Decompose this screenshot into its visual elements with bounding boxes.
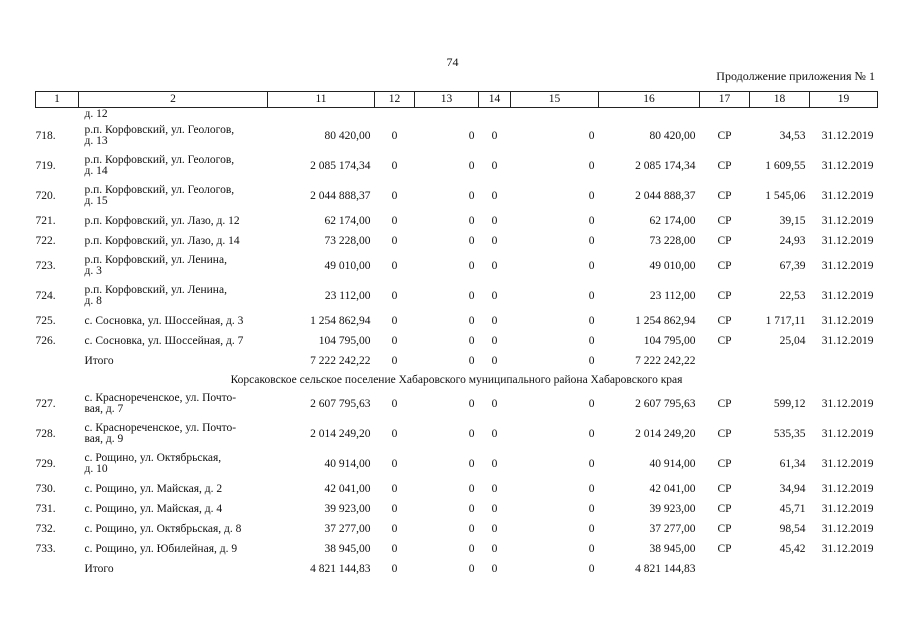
cell-col-12: 0 [391,334,398,347]
row-address [79,449,268,479]
cell-col-12: 0 [391,129,398,142]
cell-col-17: СР [717,159,732,172]
col-header-17: 17 [700,92,750,108]
total-empty [36,559,79,579]
cell-col-13: 0 [468,129,475,142]
row-address [79,121,268,151]
cell-col-12: 0 [391,189,398,202]
cell-col-13: 0 [468,159,475,172]
table-row [36,311,878,331]
row-address [79,281,268,311]
cell-col-18: 22,53 [779,289,806,302]
cell-col-17: СР [717,397,732,410]
cell-col-14: 0 [491,159,498,172]
col-header-14: 14 [479,92,511,108]
row-address [79,389,268,419]
row-address [79,151,268,181]
cell-col-12: 0 [391,397,398,410]
address-line-1: с. Сосновка, ул. Шоссейная, д. 7 [84,334,244,347]
cell-col-14: 0 [491,397,498,410]
cell-col-19: 31.12.2019 [821,314,874,327]
cell-col-19: 31.12.2019 [821,482,874,495]
address-line-1: с. Краснореченское, ул. Почто- [84,392,237,404]
col-header-1: 1 [36,92,79,108]
table-row [36,519,878,539]
cell-col-14: 0 [491,457,498,470]
cell-col-16: 104 795,00 [643,334,696,347]
address-line-1: с. Рощино, ул. Майская, д. 4 [84,502,223,515]
cell-col-11: 1 254 862,94 [310,314,371,327]
address-line-1: р.п. Корфовский, ул. Ленина, [84,254,227,266]
address-line-2: д. 10 [84,463,108,475]
cell-col-16: 40 914,00 [649,457,696,470]
cell-col-14: 0 [491,189,498,202]
row-address [79,419,268,449]
cell-col-17: СР [717,129,732,142]
cell-col-11: 104 795,00 [318,334,371,347]
cell-col-13: 0 [468,189,475,202]
cell-col-11: 73 228,00 [324,234,371,247]
cell-col-13: 0 [468,334,475,347]
cell-col-12: 0 [391,427,398,440]
cell-col-18: 39,15 [779,214,806,227]
table-row [36,499,878,519]
row-address [79,539,268,559]
row-address [79,519,268,539]
cell-col-18: 34,94 [779,482,806,495]
total-col-16: 7 222 242,22 [635,354,696,367]
total-empty [36,351,79,371]
cell-col-12: 0 [391,482,398,495]
table-row [36,121,878,151]
cell-col-12: 0 [391,542,398,555]
cell-col-19: 31.12.2019 [821,457,874,470]
cell-col-12: 0 [391,502,398,515]
cell-col-11: 39 923,00 [324,502,371,515]
cell-col-16: 2 085 174,34 [635,159,696,172]
cell-col-13: 0 [468,522,475,535]
col-header-19: 19 [810,92,878,108]
row-address [79,479,268,499]
cell-col-15: 0 [588,522,595,535]
col-header-2: 2 [79,92,268,108]
cell-col-14: 0 [491,234,498,247]
cell-col-15: 0 [588,542,595,555]
cell-col-15: 0 [588,159,595,172]
total-col-14: 0 [491,354,498,367]
cell-col-16: 1 254 862,94 [635,314,696,327]
address-line-2: вая, д. 9 [84,433,124,445]
cell-col-17: СР [717,214,732,227]
address-line-1: р.п. Корфовский, ул. Геологов, [84,154,235,166]
col-header-18: 18 [750,92,810,108]
cell-col-17: СР [717,522,732,535]
cell-col-11: 49 010,00 [324,259,371,272]
section-row [36,371,878,389]
col-header-15: 15 [511,92,599,108]
cell-col-13: 0 [468,314,475,327]
cell-col-12: 0 [391,289,398,302]
row-number: 730. [35,482,56,495]
cell-col-14: 0 [491,314,498,327]
table-row [36,389,878,419]
cell-col-14: 0 [491,522,498,535]
cell-col-17: СР [717,457,732,470]
cell-col-11: 2 085 174,34 [310,159,371,172]
cell-col-19: 31.12.2019 [821,334,874,347]
address-line-1: с. Рощино, ул. Юбилейная, д. 9 [84,542,238,555]
cell-col-12: 0 [391,234,398,247]
col-header-13: 13 [415,92,479,108]
cell-col-18: 24,93 [779,234,806,247]
cell-col-19: 31.12.2019 [821,522,874,535]
row-address [79,499,268,519]
total-row [36,559,878,579]
row-number: 729. [35,457,56,470]
row-number: 719. [35,159,56,172]
cell-col-18: 1 717,11 [765,314,806,327]
total-col-11: 4 821 144,83 [310,562,371,575]
cell-col-19: 31.12.2019 [821,189,874,202]
cell-col-17: СР [717,289,732,302]
cell-col-14: 0 [491,129,498,142]
cell-col-15: 0 [588,214,595,227]
cell-col-11: 2 014 249,20 [310,427,371,440]
cell-col-13: 0 [468,482,475,495]
cell-col-17: СР [717,234,732,247]
cell-col-19: 31.12.2019 [821,234,874,247]
cell-col-13: 0 [468,427,475,440]
cell-col-16: 42 041,00 [649,482,696,495]
total-col-13: 0 [468,354,475,367]
cell-col-16: 73 228,00 [649,234,696,247]
row-address [79,231,268,251]
cell-col-14: 0 [491,427,498,440]
cell-col-19: 31.12.2019 [821,159,874,172]
cell-col-17: СР [717,482,732,495]
cell-col-11: 37 277,00 [324,522,371,535]
row-address [79,181,268,211]
table-row [36,251,878,281]
cell-col-16: 49 010,00 [649,259,696,272]
total-col-16: 4 821 144,83 [635,562,696,575]
cell-col-13: 0 [468,259,475,272]
address-line-1: с. Краснореченское, ул. Почто- [84,422,237,434]
cell-col-18: 45,42 [779,542,806,555]
row-number: 720. [35,189,56,202]
address-line-1: р.п. Корфовский, ул. Геологов, [84,184,235,196]
cell-col-16: 2 607 795,63 [635,397,696,410]
header-row [36,92,878,108]
total-col-15: 0 [588,562,595,575]
address-line-2: вая, д. 7 [84,403,124,415]
cell-col-17: СР [717,427,732,440]
address-line-1: р.п. Корфовский, ул. Лазо, д. 14 [84,234,240,247]
cell-col-19: 31.12.2019 [821,289,874,302]
cell-col-15: 0 [588,334,595,347]
cell-col-19: 31.12.2019 [821,129,874,142]
table-row [36,211,878,231]
cell-col-13: 0 [468,214,475,227]
table-row [36,181,878,211]
row-number: 725. [35,314,56,327]
address-line-1: с. Сосновка, ул. Шоссейная, д. 3 [84,314,244,327]
cell-col-11: 2 044 888,37 [310,189,371,202]
total-col-15: 0 [588,354,595,367]
cell-col-14: 0 [491,502,498,515]
cell-col-15: 0 [588,457,595,470]
cell-col-18: 98,54 [779,522,806,535]
address-line-2: д. 14 [84,165,108,177]
cell-col-17: СР [717,189,732,202]
cell-col-15: 0 [588,129,595,142]
cell-col-19: 31.12.2019 [821,542,874,555]
cell-col-15: 0 [588,189,595,202]
table-row [36,281,878,311]
cell-col-11: 40 914,00 [324,457,371,470]
table-row [36,419,878,449]
cell-col-19: 31.12.2019 [821,214,874,227]
cell-col-19: 31.12.2019 [821,397,874,410]
cell-col-14: 0 [491,259,498,272]
cell-col-19: 31.12.2019 [821,259,874,272]
row-number: 732. [35,522,56,535]
total-col-14: 0 [491,562,498,575]
cell-col-14: 0 [491,289,498,302]
address-line-2: д. 13 [84,135,108,147]
cell-col-13: 0 [468,289,475,302]
row-number: 731. [35,502,56,515]
cell-col-11: 62 174,00 [324,214,371,227]
cell-col-13: 0 [468,234,475,247]
cell-col-16: 38 945,00 [649,542,696,555]
cell-col-17: СР [717,314,732,327]
row-number: 726. [35,334,56,347]
cell-col-18: 599,12 [773,397,806,410]
row-number: 728. [35,427,56,440]
cell-col-16: 2 014 249,20 [635,427,696,440]
stub-row [36,108,878,122]
table-row [36,151,878,181]
cell-col-15: 0 [588,502,595,515]
cell-col-15: 0 [588,482,595,495]
cell-col-18: 45,71 [779,502,806,515]
cell-col-12: 0 [391,214,398,227]
table-header [36,92,878,108]
cell-col-17: СР [717,502,732,515]
row-number: 733. [35,542,56,555]
table-body [36,108,878,580]
cell-col-15: 0 [588,427,595,440]
cell-col-15: 0 [588,314,595,327]
cell-col-15: 0 [588,234,595,247]
table-row [36,479,878,499]
cell-col-15: 0 [588,397,595,410]
table-row [36,539,878,559]
cell-col-14: 0 [491,482,498,495]
total-label: Итого [84,354,114,367]
total-col-11: 7 222 242,22 [310,354,371,367]
cell-col-12: 0 [391,457,398,470]
row-address [79,311,268,331]
table-row [36,449,878,479]
col-header-11: 11 [268,92,375,108]
cell-col-17: СР [717,334,732,347]
row-number: 722. [35,234,56,247]
col-header-12: 12 [375,92,415,108]
address-line-1: с. Рощино, ул. Октябрьская, д. 8 [84,522,242,535]
cell-col-11: 42 041,00 [324,482,371,495]
row-number: 721. [35,214,56,227]
total-col-12: 0 [391,354,398,367]
row-number: 723. [35,259,56,272]
address-line-2: д. 8 [84,295,102,307]
cell-col-11: 38 945,00 [324,542,371,555]
section-title: Корсаковское сельское поселение Хабаровского муниципального района Хабаровского края [230,373,683,386]
address-line-2: д. 15 [84,195,108,207]
total-row [36,351,878,371]
table-row [36,331,878,351]
continuation-note: Продолжение приложения № 1 [716,69,875,83]
cell-col-13: 0 [468,542,475,555]
data-table [35,91,878,579]
cell-col-18: 67,39 [779,259,806,272]
cell-col-11: 23 112,00 [324,289,371,302]
cell-col-16: 62 174,00 [649,214,696,227]
cell-col-12: 0 [391,314,398,327]
cell-col-14: 0 [491,542,498,555]
total-label: Итого [84,562,114,575]
cell-col-12: 0 [391,159,398,172]
cell-col-15: 0 [588,289,595,302]
address-line-1: р.п. Корфовский, ул. Лазо, д. 12 [84,214,240,227]
cell-col-14: 0 [491,334,498,347]
cell-col-16: 39 923,00 [649,502,696,515]
row-address [79,211,268,231]
cell-col-12: 0 [391,522,398,535]
cell-col-18: 61,34 [779,457,806,470]
cell-col-16: 2 044 888,37 [635,189,696,202]
row-number: 718. [35,129,56,142]
cell-col-19: 31.12.2019 [821,427,874,440]
cell-col-13: 0 [468,397,475,410]
col-header-16: 16 [599,92,700,108]
cell-col-16: 23 112,00 [649,289,696,302]
table-row [36,231,878,251]
cell-col-13: 0 [468,502,475,515]
address-line-1: р.п. Корфовский, ул. Геологов, [84,124,235,136]
cell-col-11: 2 607 795,63 [310,397,371,410]
cell-col-18: 1 545,06 [765,189,806,202]
cell-col-18: 34,53 [779,129,806,142]
cell-col-11: 80 420,00 [324,129,371,142]
row-address [79,331,268,351]
cell-col-16: 80 420,00 [649,129,696,142]
cell-col-18: 535,35 [773,427,806,440]
cell-col-19: 31.12.2019 [821,502,874,515]
row-address [79,251,268,281]
address-line-2: д. 3 [84,265,102,277]
cell-col-13: 0 [468,457,475,470]
cell-col-17: СР [717,542,732,555]
row-number: 727. [35,397,56,410]
address-line-1: с. Рощино, ул. Майская, д. 2 [84,482,223,495]
cell-col-15: 0 [588,259,595,272]
cell-col-14: 0 [491,214,498,227]
cell-col-18: 25,04 [779,334,806,347]
cell-col-16: 37 277,00 [649,522,696,535]
address-line-1: р.п. Корфовский, ул. Ленина, [84,284,227,296]
address-line-1: с. Рощино, ул. Октябрьская, [84,452,222,464]
stub-text: д. 12 [84,108,108,120]
row-number: 724. [35,289,56,302]
cell-col-12: 0 [391,259,398,272]
total-col-13: 0 [468,562,475,575]
total-col-12: 0 [391,562,398,575]
page-number: 74 [446,55,459,69]
cell-col-17: СР [717,259,732,272]
cell-col-18: 1 609,55 [765,159,806,172]
